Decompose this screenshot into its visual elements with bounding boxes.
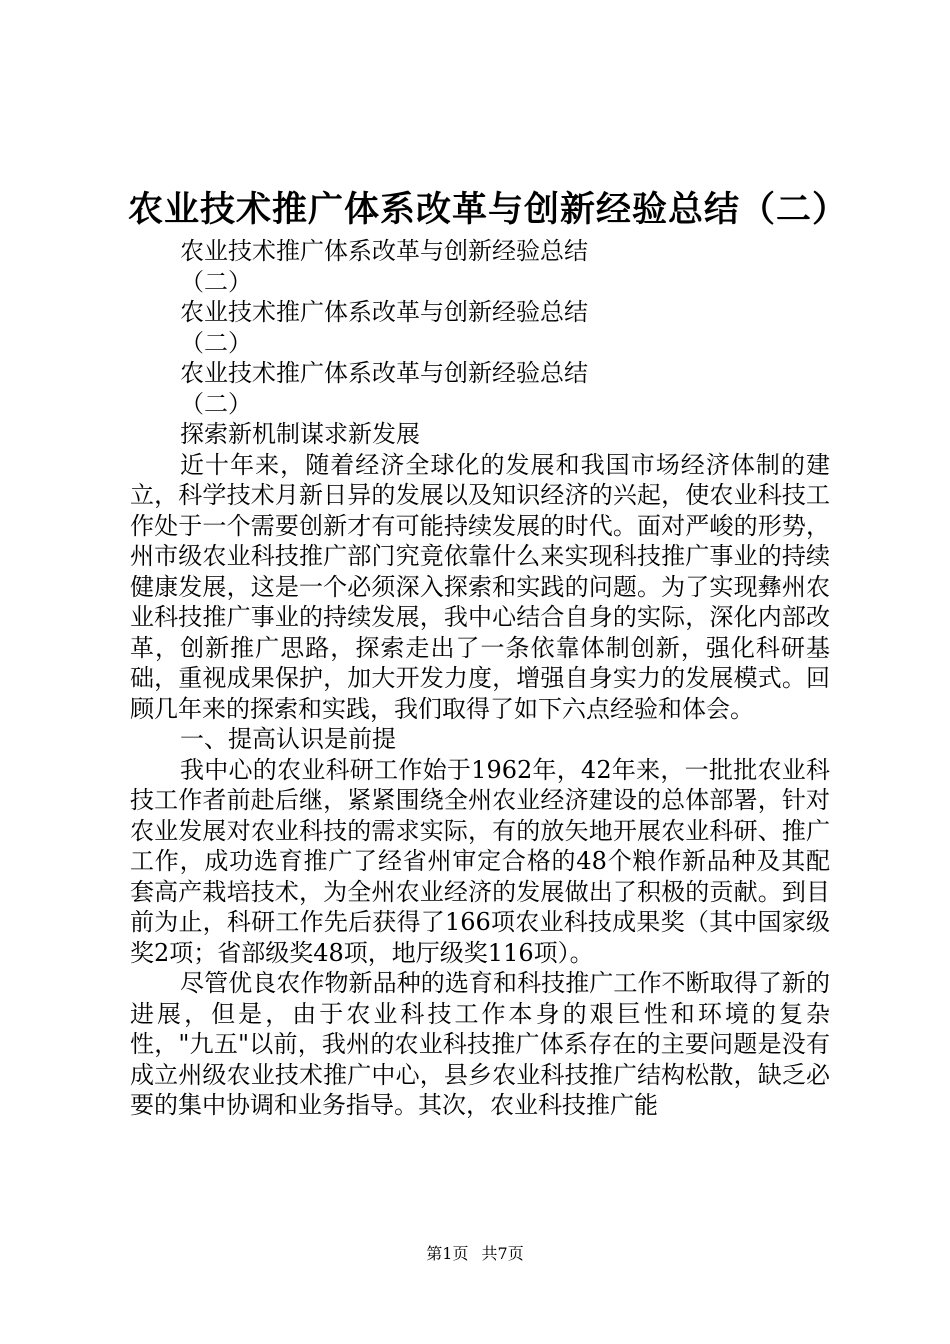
section-heading: 一、提高认识是前提 (180, 725, 396, 753)
body-paragraph: 近十年来，随着经济全球化的发展和我国市场经济体制的建立，科学技术月新日异的发展以及知识经济的兴起，使农业科技工作处于一个需要创新才有可能持续发展的时代。面对严峻的形势，州市级农业科技推广部门究竟依靠什么来实现科技推广事业的持续健康发展，这是一个必须深入探索和实践的问题。为了实现彝州农业科技推广事业的持续发展，我中心结合自身的实际，深化内部改革，创新推广思路，探索走出了一条依靠体制创新，强化科研基础，重视成果保护，加大开发力度，增强自身实力的发展模式。回顾几年来的探索和实践，我们取得了如下六点经验和体会。 (130, 450, 830, 723)
page-number: 第1页 (426, 1244, 469, 1263)
subtitle-line: （二） (180, 389, 252, 418)
subtitle-line: 农业技术推广体系改革与创新经验总结 (180, 359, 588, 387)
page-footer (0, 1242, 950, 1266)
document-body (130, 236, 830, 1121)
subtitle-line: 农业技术推广体系改革与创新经验总结 (180, 237, 588, 265)
page-total: 共7页 (481, 1244, 524, 1263)
subtitle-line: 农业技术推广体系改革与创新经验总结 (180, 298, 588, 326)
body-paragraph: 我中心的农业科研工作始于1962年，42年来，一批批农业科技工作者前赴后继，紧紧围绕全州农业经济建设的总体部署，针对农业发展对农业科技的需求实际，有的放矢地开展农业科研、推广工作，成功选育推广了经省州审定合格的48个粮作新品种及其配套高产栽培技术，为全州农业经济的发展做出了积极的贡献。到目前为止，科研工作先后获得了166项农业科技成果奖（其中国家级奖2项；省部级奖48项，地厅级奖116项）。 (130, 755, 830, 967)
body-paragraph: 尽管优良农作物新品种的选育和科技推广工作不断取得了新的进展，但是，由于农业科技工作本身的艰巨性和环境的复杂性，"九五"以前，我州的农业科技推广体系存在的主要问题是没有成立州级农业技术推广中心，县乡农业科技推广结构松散，缺乏必要的集中协调和业务指导。其次，农业科技推广能 (130, 969, 830, 1119)
main-heading: 探索新机制谋求新发展 (180, 420, 420, 448)
document-title: 农业技术推广体系改革与创新经验总结（二） (128, 189, 849, 230)
subtitle-line: （二） (180, 267, 252, 296)
subtitle-line: （二） (180, 328, 252, 357)
